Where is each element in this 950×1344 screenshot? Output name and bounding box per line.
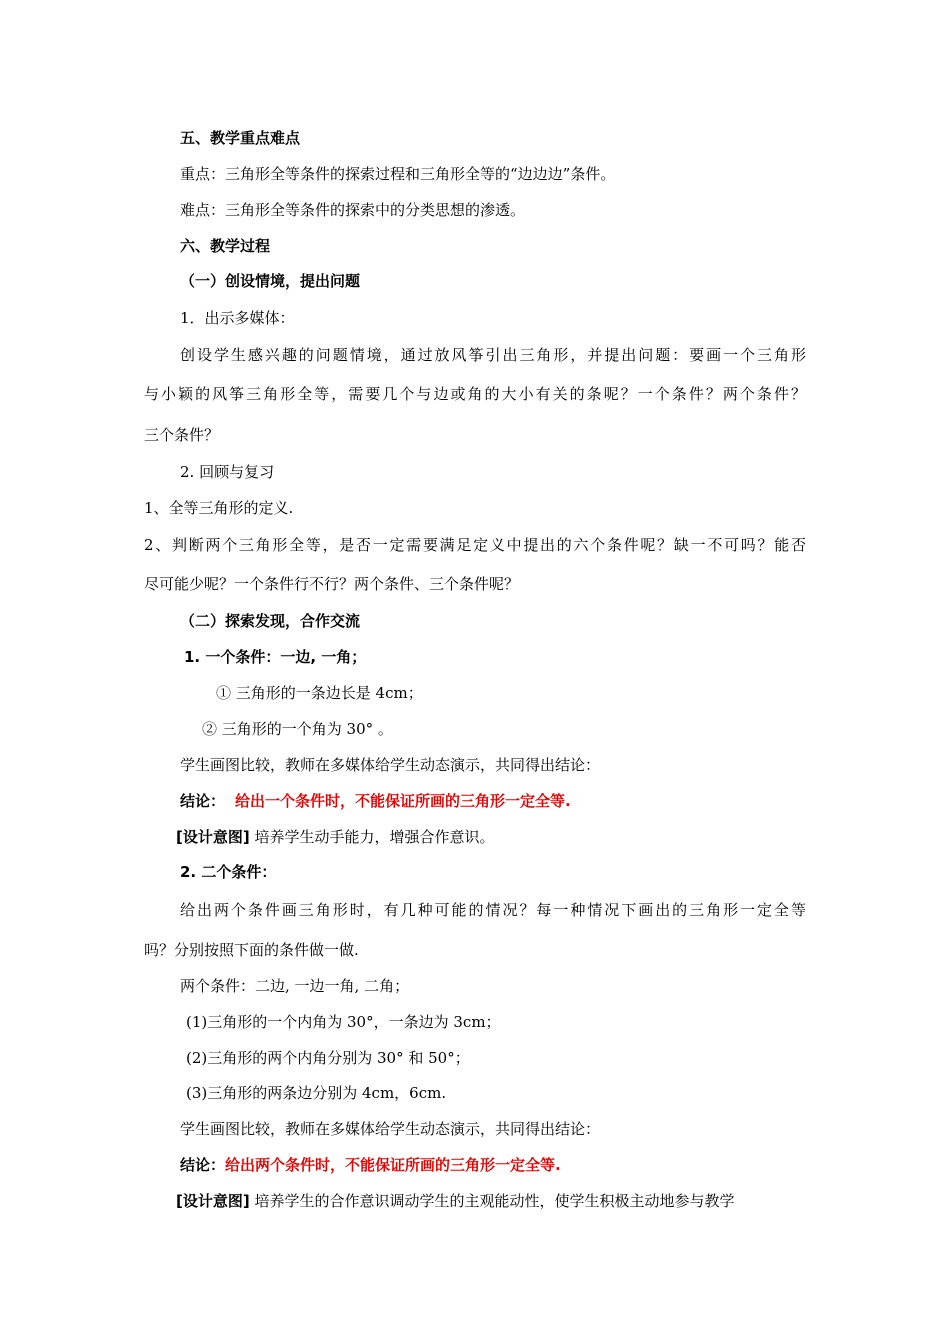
condition-item: ① 三角形的一条边长是 4cm； bbox=[216, 684, 423, 702]
condition-item: ② 三角形的一个角为 30° 。 bbox=[202, 720, 393, 738]
design-intent-label: [设计意图] bbox=[176, 828, 250, 846]
conclusion-label: 结论： bbox=[180, 1156, 226, 1174]
conclusion-label: 结论： bbox=[180, 792, 226, 810]
one-condition-heading: 1. 一个条件：一边, 一角； bbox=[184, 648, 367, 666]
two-condition-heading: 2. 二个条件： bbox=[180, 863, 277, 881]
review-line: 1、全等三角形的定义. bbox=[144, 499, 294, 517]
design-intent-label: [设计意图] bbox=[176, 1192, 250, 1210]
paragraph-line: 创设学生感兴趣的问题情境，通过放风筝引出三角形，并提出问题：要画一个三角形 bbox=[180, 346, 806, 364]
two-conditions-list: 两个条件：二边, 一边一角, 二角； bbox=[180, 977, 410, 995]
heading-teaching-process: 六、教学过程 bbox=[180, 237, 271, 255]
review-line: 2、判断两个三角形全等，是否一定需要满足定义中提出的六个条件呢？缺一不可吗？能否 bbox=[144, 536, 806, 554]
condition-item: (1)三角形的一个内角为 30°，一条边为 3cm； bbox=[186, 1013, 501, 1031]
paragraph-line: 三个条件？ bbox=[144, 426, 220, 444]
section-create-situation: （一）创设情境，提出问题 bbox=[180, 272, 361, 290]
heading-focus-difficulty: 五、教学重点难点 bbox=[180, 129, 301, 147]
paragraph-line: 吗？分别按照下面的条件做一做. bbox=[144, 941, 359, 959]
key-point-line: 重点：三角形全等条件的探索过程和三角形全等的“边边边”条件。 bbox=[180, 165, 616, 183]
compare-line: 学生画图比较，教师在多媒体给学生动态演示，共同得出结论： bbox=[180, 756, 601, 774]
design-intent-line bbox=[176, 1191, 735, 1211]
item-review: 2. 回顾与复习 bbox=[180, 463, 275, 481]
design-intent-text: 培养学生的合作意识调动学生的主观能动性，使学生积极主动地参与教学 bbox=[249, 1192, 735, 1210]
conclusion-text: 给出两个条件时，不能保证所画的三角形一定全等. bbox=[225, 1156, 561, 1174]
difficult-point-line: 难点：三角形全等条件的探索中的分类思想的渗透。 bbox=[180, 201, 526, 219]
section-explore: （二）探索发现，合作交流 bbox=[180, 612, 361, 630]
item-show-multimedia: 1．出示多媒体： bbox=[180, 309, 295, 327]
design-intent-line bbox=[176, 827, 495, 847]
conclusion-line bbox=[180, 791, 571, 811]
compare-line: 学生画图比较，教师在多媒体给学生动态演示，共同得出结论： bbox=[180, 1120, 601, 1138]
conclusion-line bbox=[180, 1155, 561, 1175]
condition-item: (2)三角形的两个内角分别为 30° 和 50°； bbox=[186, 1049, 470, 1067]
paragraph-line: 给出两个条件画三角形时，有几种可能的情况？每一种情况下画出的三角形一定全等 bbox=[180, 901, 806, 919]
paragraph-line: 与小颖的风筝三角形全等，需要几个与边或角的大小有关的条呢？一个条件？两个条件？ bbox=[144, 385, 806, 403]
condition-item: (3)三角形的两条边分别为 4cm，6cm. bbox=[186, 1084, 447, 1102]
review-line: 尽可能少呢？一个条件行不行？两个条件、三个条件呢？ bbox=[144, 575, 520, 593]
design-intent-text: 培养学生动手能力，增强合作意识。 bbox=[249, 828, 495, 846]
conclusion-text: 给出一个条件时，不能保证所画的三角形一定全等. bbox=[235, 792, 571, 810]
